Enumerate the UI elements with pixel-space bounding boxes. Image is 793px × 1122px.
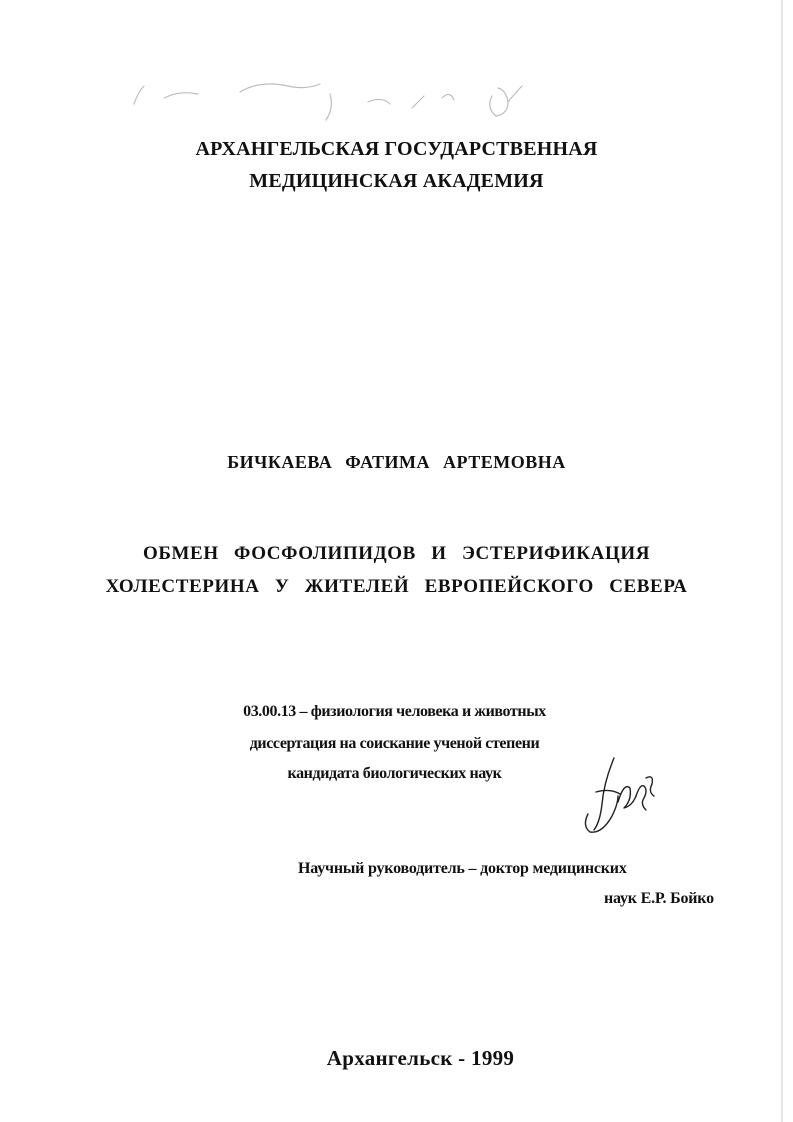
specialty-code-line: 03.00.13 – физиология человека и животных <box>243 703 546 720</box>
thesis-title-line-1: ОБМЕН ФОСФОЛИПИДОВ И ЭСТЕРИФИКАЦИЯ <box>142 543 651 564</box>
signature-icon <box>574 752 664 838</box>
author-name: БИЧКАЕВА ФАТИМА АРТЕМОВНА <box>227 452 566 472</box>
degree-line: диссертация на соискание ученой степени <box>249 735 540 752</box>
pencil-marks-icon <box>120 68 540 138</box>
supervisor-line-1: Научный руководитель – доктор медицинских <box>298 860 627 877</box>
degree-field-line: кандидата биологических наук <box>287 765 502 782</box>
institution-line-2: МЕДИЦИНСКАЯ АКАДЕМИЯ <box>249 170 544 192</box>
supervisor-line-2: наук Е.Р. Бойко <box>604 890 714 907</box>
city-year: Архангельск - 1999 <box>326 1046 515 1070</box>
institution-line-1: АРХАНГЕЛЬСКАЯ ГОСУДАРСТВЕННАЯ <box>195 138 598 160</box>
thesis-title-line-2: ХОЛЕСТЕРИНА У ЖИТЕЛЕЙ ЕВРОПЕЙСКОГО СЕВЕРА <box>105 576 688 597</box>
